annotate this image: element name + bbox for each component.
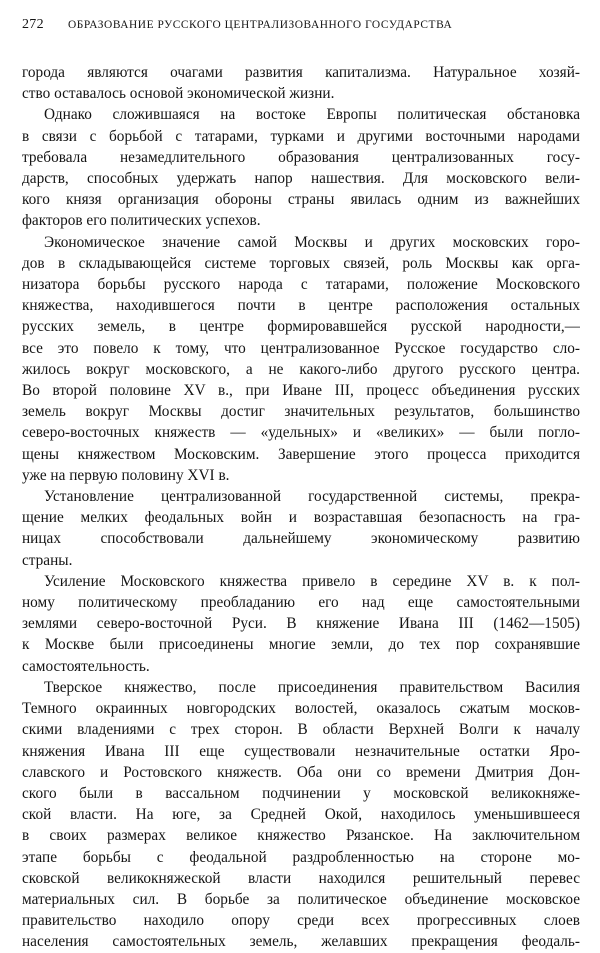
text-line: Экономическое значение самой Москвы и других московских горо- xyxy=(44,233,580,251)
text-line: материальных сил. В борьбе за политическое объединение московское xyxy=(22,890,580,908)
text-line: Однако сложившаяся на востоке Европы политическая обстановка xyxy=(44,106,580,124)
text-line: все это повело к тому, что централизованное Русское государство сло- xyxy=(22,339,580,357)
text-line: ство оставалось основой экономической жизни. xyxy=(22,85,335,103)
text-line: землями северо-восточной Руси. В княжение Ивана III (1462—1505) xyxy=(22,615,580,633)
text-line: княжества, находившегося почти в центре расположения остальных xyxy=(22,297,580,315)
text-line: щение мелких феодальных войн и возраставшая безопасность на гра- xyxy=(22,509,580,527)
text-line: русских земель, в центре формировавшейся русской народности,— xyxy=(22,318,580,336)
text-line: города являются очагами развития капитализма. Натуральное хозяй- xyxy=(22,64,580,81)
text-line: Темного окраинных новгородских волостей, оказалось сжатым москов- xyxy=(22,700,580,718)
text-line: страны. xyxy=(22,551,73,569)
text-line: ского были в вассальном подчинении у московской великокняже- xyxy=(22,784,580,802)
paragraph xyxy=(22,104,580,231)
page-header xyxy=(22,14,580,36)
running-title: ОБРАЗОВАНИЕ РУССКОГО ЦЕНТРАЛИЗОВАННОГО ГОСУДАРСТВА xyxy=(68,19,453,31)
paragraph xyxy=(22,232,580,486)
text-line: Установление централизованной государственной системы, прекра- xyxy=(44,488,580,506)
text-line: скими владениями с трех сторон. В области Верхней Волги к началу xyxy=(22,721,580,739)
text-line: северо-восточных княжеств — «удельных» и «великих» — были погло- xyxy=(22,424,580,442)
text-line: Тверское княжество, после присоединения правительством Василия xyxy=(44,678,580,696)
text-line: ской власти. На юге, за Средней Окой, находилось уменьшившееся xyxy=(22,806,580,824)
text-line: дов в складывающейся системе торговых связей, роль Москвы как орга- xyxy=(22,254,580,272)
text-line: ницах способствовали дальнейшему экономическому развитию xyxy=(22,530,580,548)
text-line: населения самостоятельных земель, желавших прекращения феодаль- xyxy=(22,933,580,951)
text-line: кого князя организация обороны страны явилась одним из важнейших xyxy=(22,191,580,209)
text-line: этапе борьбы с феодальной раздробленностью на стороне мо- xyxy=(22,848,580,866)
text-line: в связи с борьбой с татарами, турками и другими восточными народами xyxy=(22,127,580,145)
page-number: 272 xyxy=(22,17,44,32)
paragraph xyxy=(22,486,580,571)
paragraph xyxy=(22,677,580,953)
paragraph xyxy=(22,62,580,104)
text-line: низатора борьбы русского народа с татарами, положение Московского xyxy=(22,276,580,294)
paragraph xyxy=(22,571,580,677)
text-line: Усиление Московского княжества привело в середине XV в. к пол- xyxy=(44,572,580,590)
text-line: правительство находило опору среди всех прогрессивных слоев xyxy=(22,912,580,930)
text-line: самостоятельность. xyxy=(22,657,150,675)
text-line: Во второй половине XV в., при Иване III, процесс объединения русских xyxy=(22,382,580,400)
text-line: ному политическому преобладанию его над еще самостоятельными xyxy=(22,594,580,612)
text-line: сковской великокняжеской власти находился решительный перевес xyxy=(22,869,580,887)
text-line: щены княжеством Московским. Завершение этого процесса приходится xyxy=(22,445,580,463)
text-line: в своих размерах великое княжество Рязанское. На заключительном xyxy=(22,827,580,845)
text-line: дарств, способных удержать напор нашествия. Для московского вели- xyxy=(22,170,580,188)
text-line: факторов его политических успехов. xyxy=(22,212,261,230)
text-line: требовала незамедлительного образования централизованных госу- xyxy=(22,148,580,166)
text-line: земель вокруг Москвы достиг значительных результатов, большинство xyxy=(22,403,580,421)
text-line: уже на первую половину XVI в. xyxy=(22,466,230,484)
text-line: к Москве были присоединены многие земли, до тех пор сохранявшие xyxy=(22,636,580,654)
body-text xyxy=(22,62,580,953)
text-line: княжения Ивана III еще существовали незначительные остатки Яро- xyxy=(22,742,580,760)
text-line: жилось вокруг московского, а не какого-либо другого русского центра. xyxy=(22,360,580,378)
text-line: славского и Ростовского княжеств. Оба они со времени Дмитрия Дон- xyxy=(22,763,580,781)
